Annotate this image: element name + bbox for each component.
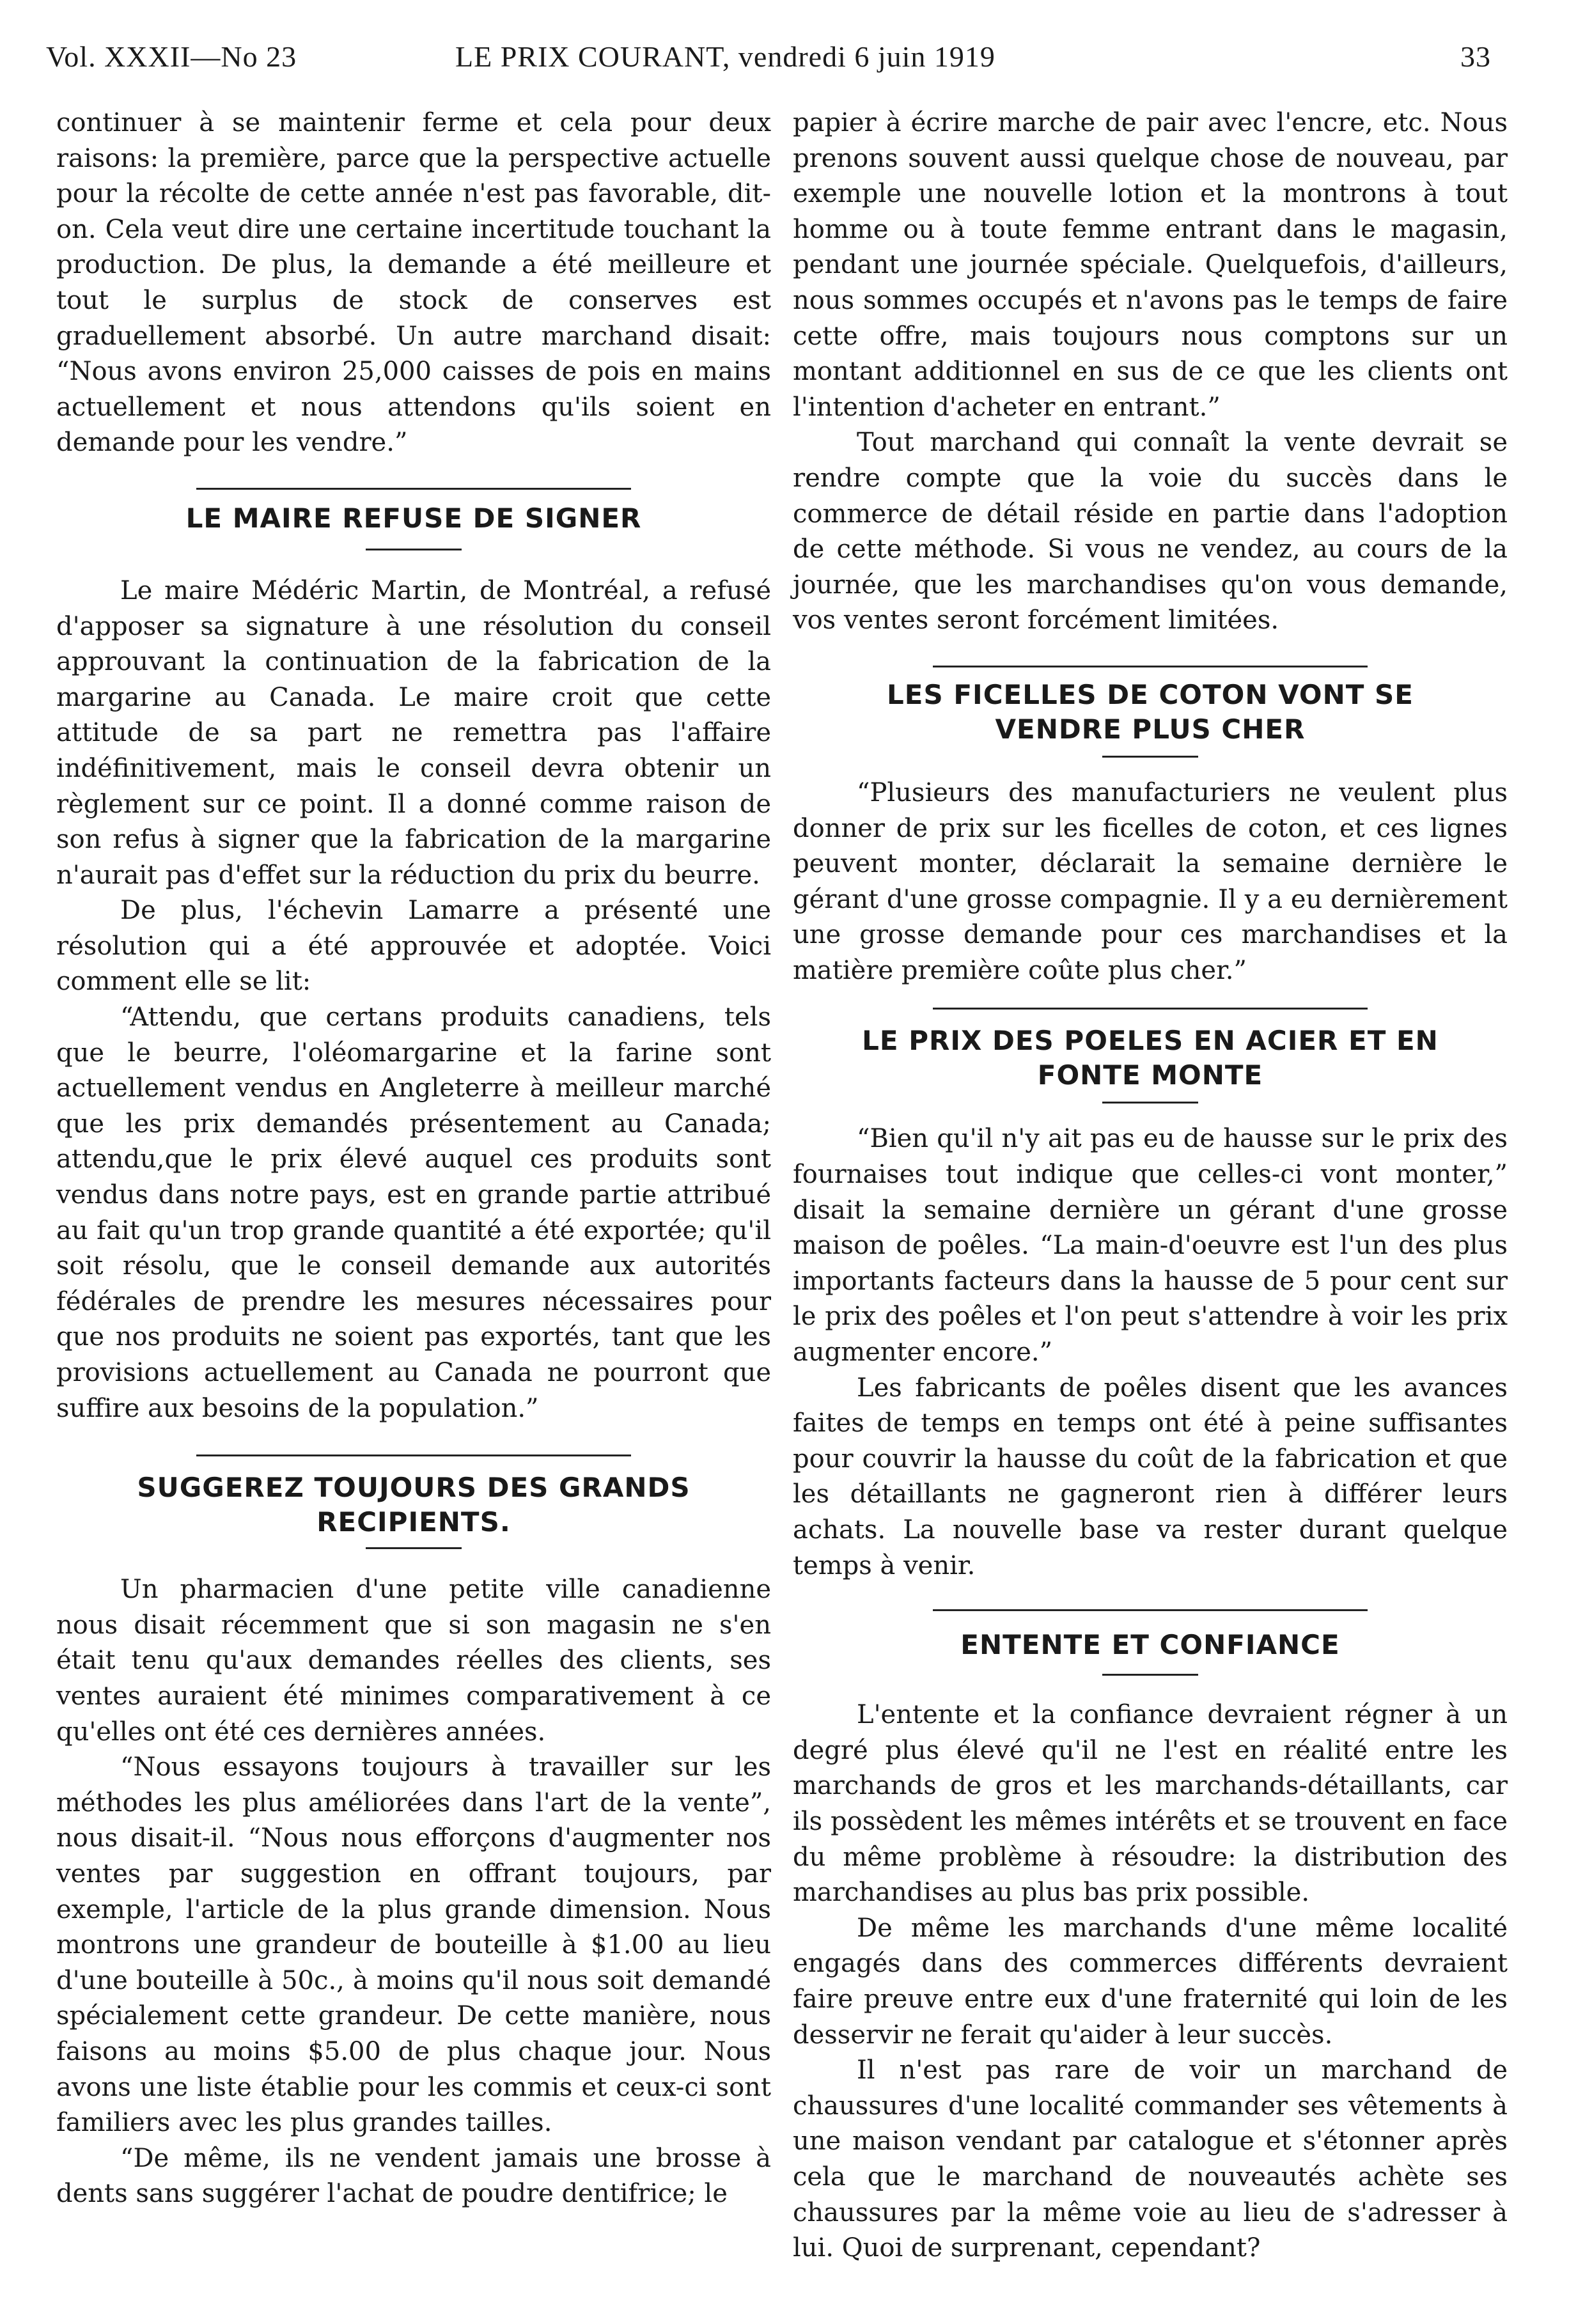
article-paragraph: Un pharmacien d'une petite ville canadienne nous disait récemment que si son magasin ne s'en était tenu qu'aux demandes réelles des clients, ses ventes auraient été minimes comparativement à ce qu'elles ont été ces dernières années. [56,1575,771,1747]
section-rule [933,1609,1368,1611]
article-paragraph: “Attendu, que certans produits canadiens, tels que le beurre, l'oléomargarine et la farine sont actuellement vendus en Angleterre à meilleur marché que les prix demandés présentement au Canada; attendu,que le prix élevé auquel ces produits sont vendus dans notre pays, est en grande partie attribué au fait qu'un trop grande quantité a été exportée; qu'il soit résolu, que le conseil demande aux autorités fédérales de prendre les mesures nécessaires pour que nos produits ne soient pas exportés, tant que les provisions actuellement au Canada ne pourront que suffire aux besoins de la population.” [56,1002,771,1423]
volume-number: Vol. XXXII—No 23 [46,40,297,73]
article-heading: SUGGEREZ TOUJOURS DES GRANDS RECIPIENTS. [137,1472,691,1538]
article-paragraph: Tout marchand qui connaît la vente devrait se rendre compte que la voie du succès dans le commerce de détail réside en partie dans l'adoption de cette méthode. Si vous ne vendez, au cours de la journée, que les marchandises qu'on vous demande, vos ventes seront forcément limitées. [793,428,1508,636]
heading-underline [366,549,462,550]
article-paragraph: “Nous essayons toujours à travailler sur les méthodes les plus améliorées dans l'art de la vente”, nous disait-il. “Nous nous efforçons d'augmenter nos ventes par suggestion en offrant toujours, par exemple, l'article de la plus grande dimension. Nous montrons une grandeur de bouteille à $1.00 au lieu d'une bouteille à 50c., à moins qu'il nous soit demandé spécialement cette grandeur. De cette manière, nous faisons au moins $5.00 de plus chaque jour. Nous avons une liste établie pour les commis et ceux-ci sont familiers avec les plus grandes tailles. [56,1752,771,2138]
article-entente [793,1609,1508,2266]
page-number: 33 [1460,40,1491,73]
article-paragraph: De même les marchands d'une même localité engagés dans des commerces différents devraient faire preuve entre eux d'une fraternité qui loin de les desservir ne ferait qu'aider à leur succès. [793,1913,1508,2050]
article-ficelles [793,666,1508,989]
publication-title: LE PRIX COURANT, vendredi 6 juin 1919 [455,40,995,73]
article-heading: LE MAIRE REFUSE DE SIGNER [185,502,642,534]
article-heading: LES FICELLES DE COTON VONT SE VENDRE PLUS CHER [887,678,1414,745]
heading-underline [1102,1102,1198,1104]
article-paragraph: “De même, ils ne vendent jamais une brosse à dents sans suggérer l'achat de poudre dentifrice; le [56,2143,771,2209]
article-paragraph: Les fabricants de poêles disent que les avances faites de temps en temps ont été à peine suffisantes pour couvrir la hausse du coût de la fabrication et que les détaillants ne gagneront rien à différer leurs achats. La nouvelle base va rester durant quelque temps à venir. [793,1373,1508,1580]
heading-underline [1102,1674,1198,1676]
article-paragraph: “Plusieurs des manufacturiers ne veulent plus donner de prix sur les ficelles de coton, et ces lignes peuvent monter, déclarait la semaine dernière le gérant d'une grosse compagnie. Il y a eu dernièrement une grosse demande pour ces marchandises et la matière première coûte plus cher.” [793,777,1508,985]
article-paragraph: Il n'est pas rare de voir un marchand de chaussures d'une localité commander ses vêtements à une maison vendant par catalogue et s'étonner après cela que le marchand de nouveautés achète ses chaussures par la même voie au lieu de s'adresser à lui. Quoi de surprenant, cependant? [793,2055,1508,2263]
left-column [56,105,771,2212]
article-poeles [793,1008,1508,1584]
article-paragraph: L'entente et la confiance devraient régner à un degré plus élevé qu'il ne l'est en réalité entre les marchands de gros et les marchands-détaillants, car ils possèdent les mêmes intérêts et se trouvent en face du même problème à résoudre: la distribution des marchandises au plus bas prix possible. [793,1700,1508,1908]
article-paragraph: Le maire Médéric Martin, de Montréal, a refusé d'apposer sa signature à une résolution du conseil approuvant la continuation de la fabrication de la margarine au Canada. Le maire croit que cette attitude de sa part ne remettra pas l'affaire indéfinitivement, mais le conseil devra obtenir un règlement sur ce point. Il a donné comme raison de son refus à signer que la fabrication de la margarine n'aurait pas d'effet sur la réduction du prix du beurre. [56,575,771,890]
heading-underline [1102,756,1198,758]
section-rule [933,666,1368,667]
heading-underline [366,1547,462,1549]
running-header [46,40,1491,91]
continued-paragraph: continuer à se maintenir ferme et cela pour deux raisons: la première, parce que la perspective actuelle pour la récolte de cette année n'est pas favorable, dit-on. Cela veut dire une certaine incertitude touchant la production. De plus, la demande a été meilleure et tout le surplus de stock de conserves est graduellement absorbé. Un autre marchand disait: “Nous avons environ 25,000 caisses de pois en mains actuellement et nous attendons qu'ils soient en demande pour les vendre.” [56,108,771,458]
article-heading: ENTENTE ET CONFIANCE [960,1629,1340,1661]
article-suggerez [56,1454,771,2212]
article-heading: LE PRIX DES POELES EN ACIER ET EN FONTE MONTE [862,1025,1439,1091]
section-rule [933,1008,1368,1010]
section-rule [196,1454,631,1456]
right-column [793,105,1508,2266]
article-maire-refuse [56,488,771,1426]
section-rule [196,488,631,490]
article-paragraph: De plus, l'échevin Lamarre a présenté une résolution qui a été approuvée et adoptée. Voici comment elle se lit: [56,896,771,997]
article-paragraph: “Bien qu'il n'y ait pas eu de hausse sur le prix des fournaises tout indique que celles-ci vont monter,” disait la semaine dernière un gérant d'une grosse maison de poêles. “La main-d'oeuvre est l'un des plus importants facteurs dans la hausse de 5 pour cent sur le prix des poêles et l'on peut s'attendre à voir les prix augmenter encore.” [793,1124,1508,1368]
continued-paragraph: papier à écrire marche de pair avec l'encre, etc. Nous prenons souvent aussi quelque chose de nouveau, par exemple une nouvelle lotion et la montrons à tout homme ou à toute femme entrant dans le magasin, pendant une journée spéciale. Quelquefois, d'ailleurs, nous sommes occupés et n'avons pas le temps de faire cette offre, mais toujours nous comptons sur un montant additionnel en sus de ce que les clients ont l'intention d'acheter en entrant.” [793,108,1508,422]
